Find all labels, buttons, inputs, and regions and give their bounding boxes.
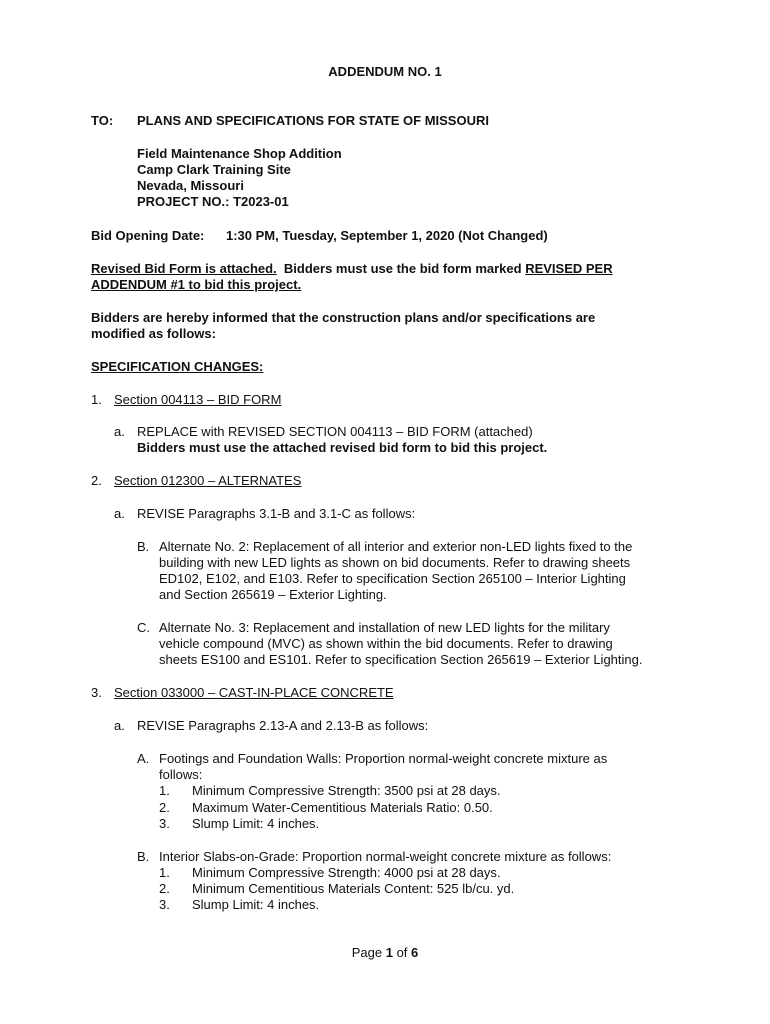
alternate-b-line3: ED102, E102, and E103. Refer to specification Section 265100 – Interior Lighting <box>159 571 626 586</box>
revised-form-attached: Revised Bid Form is attached. <box>91 261 277 276</box>
list-item-number: 2. <box>159 881 170 896</box>
list-item-text: Slump Limit: 4 inches. <box>192 897 320 912</box>
concrete-a-letter: A. <box>137 751 150 766</box>
revised-per-marker: REVISED PER <box>525 261 613 276</box>
informed-line1: Bidders are hereby informed that the construction plans and/or specifications are <box>91 310 596 325</box>
section-1-sub-text: REPLACE with REVISED SECTION 004113 – BID FORM (attached) <box>137 424 533 439</box>
section-1-sub-note: Bidders must use the attached revised bid form to bid this project. <box>137 440 548 455</box>
bid-opening-label: Bid Opening Date: <box>91 228 205 243</box>
revised-form-instruction: Bidders must use the bid form marked <box>283 261 522 276</box>
list-item-text: Minimum Compressive Strength: 3500 psi at 28 days. <box>192 783 501 798</box>
alternate-c-letter: C. <box>137 620 150 635</box>
list-item-number: 3. <box>159 816 170 831</box>
alternate-b-letter: B. <box>137 539 150 554</box>
alternate-c-line1: Alternate No. 3: Replacement and installation of new LED lights for the military <box>159 620 610 635</box>
section-3-sub-letter: a. <box>114 718 125 733</box>
list-item-number: 1. <box>159 865 170 880</box>
project-number: PROJECT NO.: T2023-01 <box>137 194 289 209</box>
alternate-b-line4: and Section 265619 – Exterior Lighting. <box>159 587 387 602</box>
list-item-number: 1. <box>159 783 170 798</box>
bid-opening-value: 1:30 PM, Tuesday, September 1, 2020 (Not Changed) <box>226 228 548 243</box>
concrete-a-line2: follows: <box>159 767 203 782</box>
section-3-sub-text: REVISE Paragraphs 2.13-A and 2.13-B as follows: <box>137 718 429 733</box>
list-item-text: Minimum Cementitious Materials Content: 525 lb/cu. yd. <box>192 881 515 896</box>
alternate-b-line1: Alternate No. 2: Replacement of all interior and exterior non-LED lights fixed to the <box>159 539 633 554</box>
project-name: Field Maintenance Shop Addition <box>137 146 342 161</box>
of-word: of <box>396 945 408 960</box>
total-pages: 6 <box>411 945 419 960</box>
alternate-c-line2: vehicle compound (MVC) as shown within the bid documents. Refer to drawing <box>159 636 613 651</box>
project-location: Nevada, Missouri <box>137 178 244 193</box>
list-item-number: 2. <box>159 800 170 815</box>
section-2-sub-text: REVISE Paragraphs 3.1-B and 3.1-C as follows: <box>137 506 416 521</box>
section-1-number: 1. <box>91 392 102 407</box>
list-item-number: 3. <box>159 897 170 912</box>
revised-notice-line1 <box>91 261 613 278</box>
spec-changes-heading: SPECIFICATION CHANGES: <box>91 359 264 374</box>
page-word: Page <box>351 945 383 960</box>
section-2-title: Section 012300 – ALTERNATES <box>114 473 302 488</box>
current-page: 1 <box>385 945 393 960</box>
concrete-b-letter: B. <box>137 849 150 864</box>
revised-notice-line2: ADDENDUM #1 to bid this project. <box>91 277 302 292</box>
section-2-number: 2. <box>91 473 102 488</box>
page-number <box>0 945 770 962</box>
informed-line2: modified as follows: <box>91 326 216 341</box>
section-2-sub-letter: a. <box>114 506 125 521</box>
list-item-text: Slump Limit: 4 inches. <box>192 816 320 831</box>
section-3-number: 3. <box>91 685 102 700</box>
section-3-title: Section 033000 – CAST-IN-PLACE CONCRETE <box>114 685 394 700</box>
list-item-text: Minimum Compressive Strength: 4000 psi at 28 days. <box>192 865 501 880</box>
project-site: Camp Clark Training Site <box>137 162 291 177</box>
section-1-title: Section 004113 – BID FORM <box>114 392 282 407</box>
section-1-sub-letter: a. <box>114 424 125 439</box>
to-label: TO: <box>91 113 114 128</box>
concrete-b-line1: Interior Slabs-on-Grade: Proportion normal-weight concrete mixture as follows: <box>159 849 612 864</box>
concrete-a-line1: Footings and Foundation Walls: Proportion normal-weight concrete mixture as <box>159 751 608 766</box>
to-recipient: PLANS AND SPECIFICATIONS FOR STATE OF MISSOURI <box>137 113 489 128</box>
alternate-c-line3: sheets ES100 and ES101. Refer to specification Section 265619 – Exterior Lighting. <box>159 652 643 667</box>
alternate-b-line2: building with new LED lights as shown on bid documents. Refer to drawing sheets <box>159 555 631 570</box>
list-item-text: Maximum Water-Cementitious Materials Ratio: 0.50. <box>192 800 493 815</box>
document-title: ADDENDUM NO. 1 <box>328 64 442 79</box>
